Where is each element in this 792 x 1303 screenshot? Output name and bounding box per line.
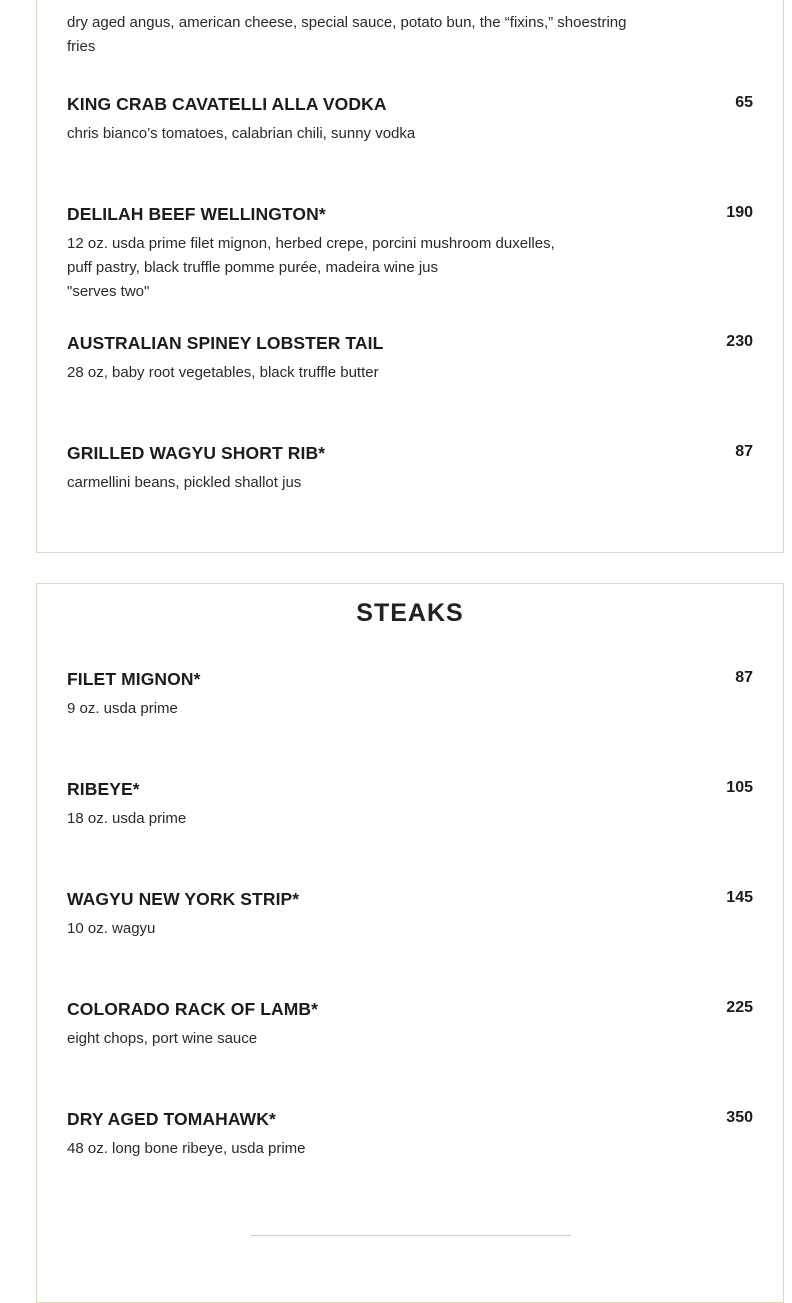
menu-item-description: 28 oz, baby root vegetables, black truffle butter [67,364,379,381]
menu-item-name: FILET MIGNON* [67,669,201,689]
menu-item-description: chris bianco’s tomatoes, calabrian chili, sunny vodka [67,125,416,142]
menu-item-price: 65 [735,94,753,111]
menu-item-price: 105 [726,779,753,796]
menu-item-description: dry aged angus, american cheese, special sauce, potato bun, the “fixins,” shoestring fries [67,14,627,55]
menu-item-price: 350 [726,1109,753,1126]
menu-item-price: 145 [726,889,753,906]
menu-section-steaks [36,583,784,1303]
section-divider [251,1235,571,1236]
menu-item-name: DELILAH BEEF WELLINGTON* [67,204,326,224]
menu-item-name: COLORADO RACK OF LAMB* [67,999,319,1019]
menu-item-name: RIBEYE* [67,779,140,799]
menu-item-name: WAGYU NEW YORK STRIP* [67,889,300,909]
menu-item-price: 87 [735,443,753,460]
menu-item-price: 190 [726,204,753,221]
menu-item-price: 87 [735,669,753,686]
menu-item-description: 48 oz. long bone ribeye, usda prime [67,1140,306,1157]
menu-item-description: 12 oz. usda prime filet mignon, herbed crepe, porcini mushroom duxelles, puff pastry, black truffle pomme purée, madeira wine jus "serves two" [67,235,555,300]
menu-item-price: 230 [726,333,753,350]
menu-section-panel-top [36,0,784,553]
menu-item-name: DRY AGED TOMAHAWK* [67,1109,276,1129]
menu-item-name: AUSTRALIAN SPINEY LOBSTER TAIL [67,333,384,353]
menu-item-description: 10 oz. wagyu [67,920,156,937]
section-title: STEAKS [356,599,464,627]
menu-item-description: 18 oz. usda prime [67,810,187,827]
menu-item-description: eight chops, port wine sauce [67,1030,258,1047]
menu-item-name: GRILLED WAGYU SHORT RIB* [67,443,326,463]
menu-item-description: 9 oz. usda prime [67,700,178,717]
menu-item-price: 225 [726,999,753,1016]
menu-item-description: carmellini beans, pickled shallot jus [67,474,302,491]
menu-item-name: KING CRAB CAVATELLI ALLA VODKA [67,94,387,114]
